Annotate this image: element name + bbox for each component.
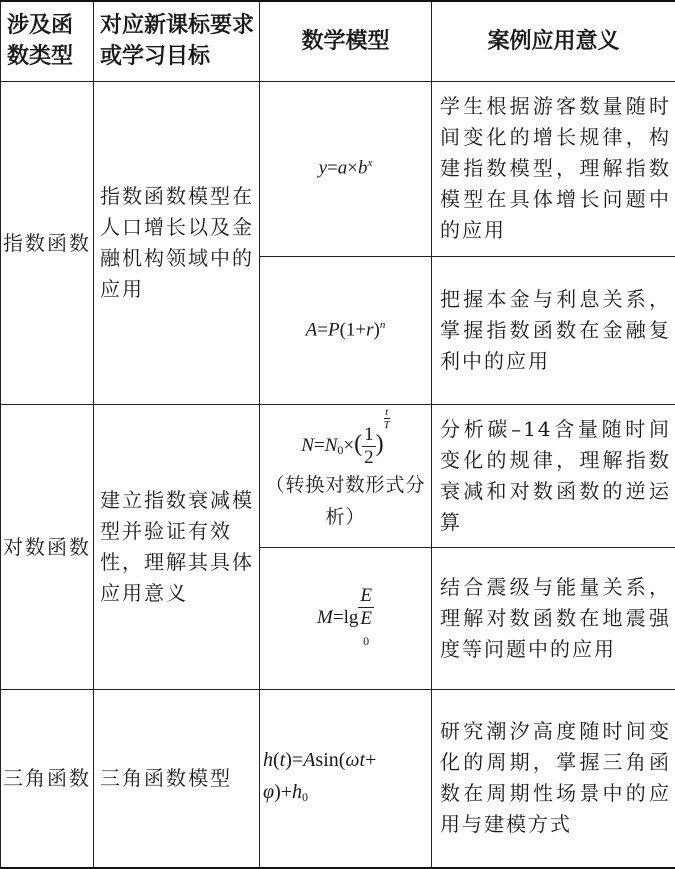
meaning-radioactive-decay: 分析碳–14含量随时间变化的规律，理解指数衰减和对数函数的逆运算 bbox=[432, 404, 675, 547]
function-type-exponential: 指数函数 bbox=[1, 81, 94, 404]
model-tide: h(t)=Asin(ωt+ $\varphi)+h_0$ bbox=[260, 689, 432, 868]
header-case-meaning: 案例应用意义 bbox=[432, 1, 675, 81]
meaning-exponential-growth: 学生根据游客数量随时间变化的增长规律，构建指数模型，理解指数模型在具体增长问题中的应用 bbox=[432, 81, 675, 256]
header-function-type: 涉及函数类型 bbox=[1, 1, 94, 81]
table-row bbox=[1, 81, 675, 256]
function-type-logarithmic: 对数函数 bbox=[1, 404, 94, 689]
header-row bbox=[1, 1, 675, 81]
function-type-trigonometric: 三角函数 bbox=[1, 689, 94, 868]
goal-logarithmic: 建立指数衰减模型并验证有效性，理解其具体应用意义 bbox=[94, 404, 260, 689]
header-learning-goal: 对应新课标要求或学习目标 bbox=[94, 1, 260, 81]
model-earthquake-magnitude: M=lg E E 0 bbox=[260, 547, 432, 689]
model-radioactive-decay: $N=N_0\times$( $\frac{1}{2}$ ) $\frac{t}{T}$ （转换对数形式分析） bbox=[260, 404, 432, 547]
meaning-compound-interest: 把握本金与利息关系，掌握指数函数在金融复利中的应用 bbox=[432, 256, 675, 404]
table-row bbox=[1, 404, 675, 547]
model-compound-interest: $A=P(1+r)^n$ bbox=[260, 256, 432, 404]
meaning-tide: 研究潮汐高度随时间变化的周期，掌握三角函数在周期性场景中的应用与建模方式 bbox=[432, 689, 675, 868]
goal-trigonometric: 三角函数模型 bbox=[94, 689, 260, 868]
model-note: （转换对数形式分析） bbox=[260, 469, 431, 533]
table-row bbox=[1, 689, 675, 868]
meaning-earthquake-magnitude: 结合震级与能量关系，理解对数函数在地震强度等问题中的应用 bbox=[432, 547, 675, 689]
goal-exponential: 指数函数模型在人口增长以及金融机构领域中的应用 bbox=[94, 81, 260, 404]
model-exponential-growth: $y=a\times b^x$ bbox=[260, 81, 432, 256]
header-math-model: 数学模型 bbox=[260, 1, 432, 81]
